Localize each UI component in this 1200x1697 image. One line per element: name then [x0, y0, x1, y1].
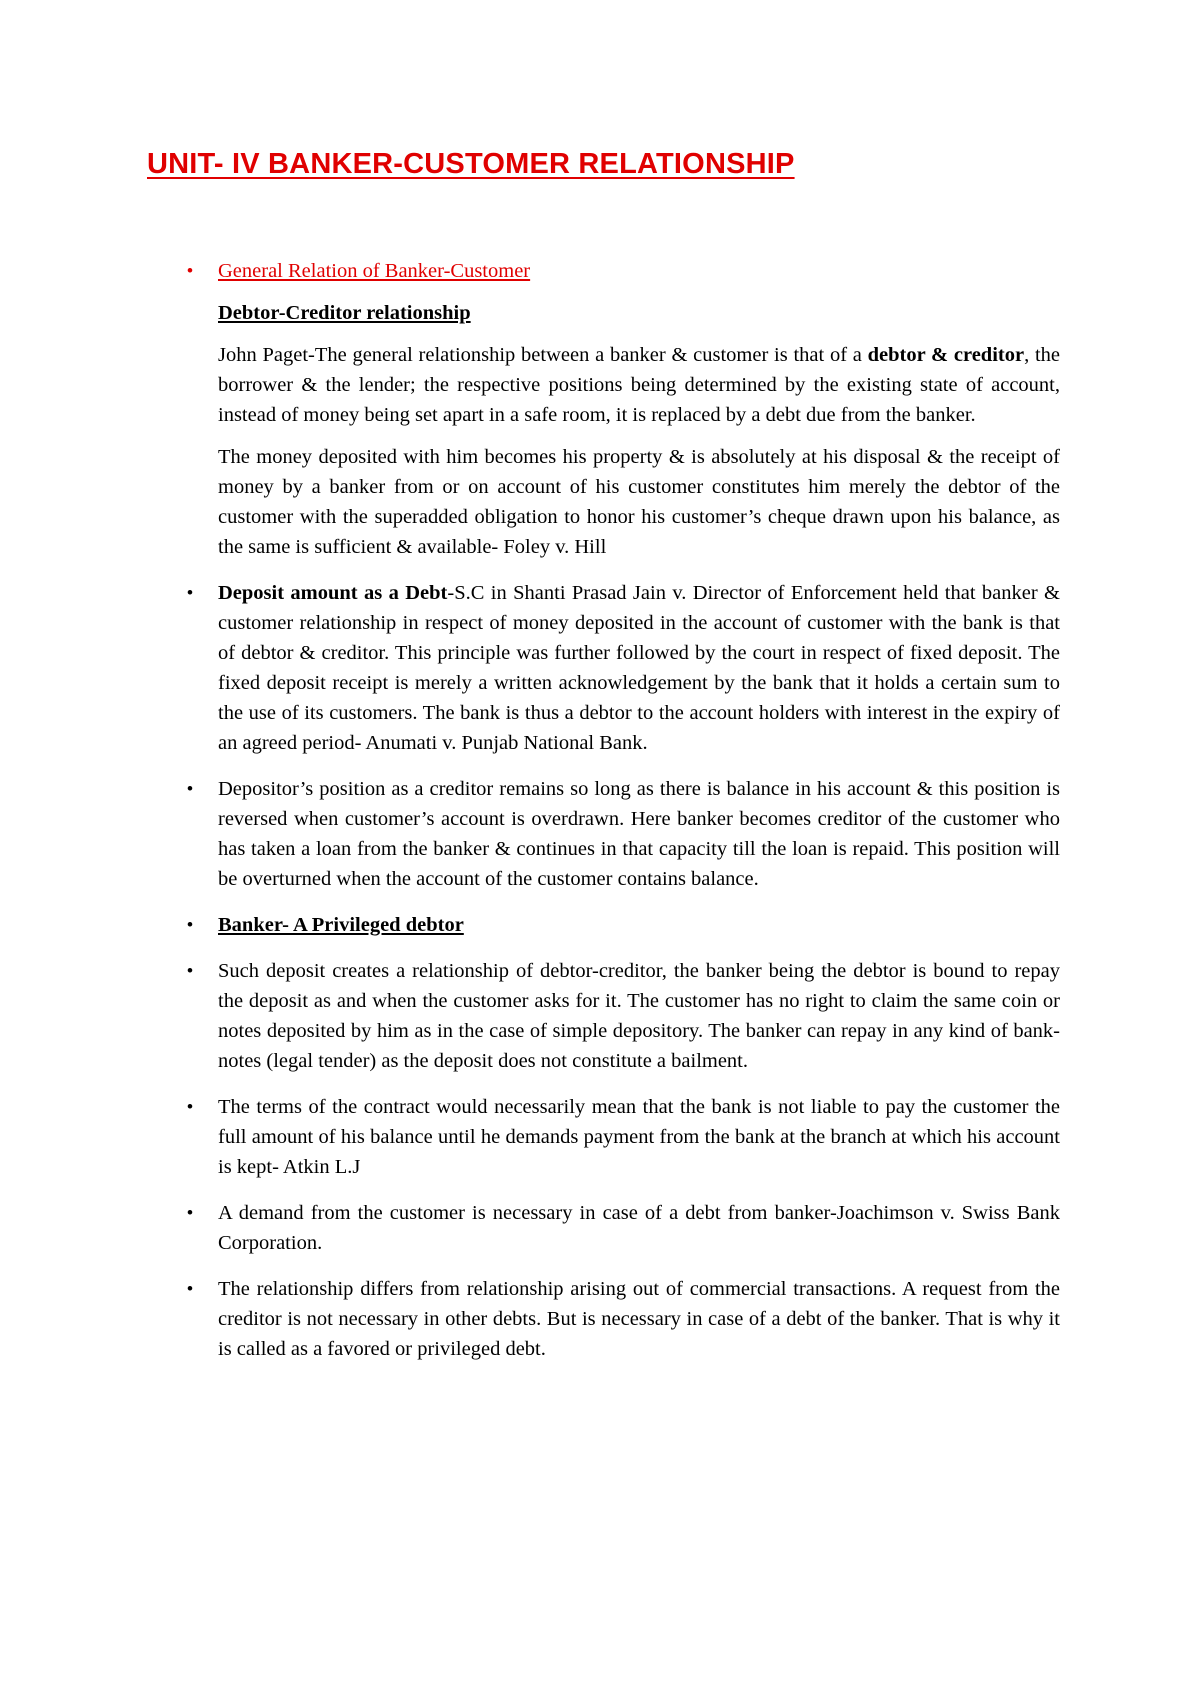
list-item [218, 578, 1060, 758]
list-item [218, 256, 1060, 562]
list-item [218, 910, 1060, 940]
section-heading: • General Relation of Banker-Customer [218, 260, 531, 282]
subsection-heading: Banker- A Privileged debtor [218, 914, 464, 936]
paragraph: • Depositor’s position as a creditor remains so long as there is balance in his account & this position is reversed when customer’s account is overdrawn. Here banker becomes creditor of the customer who has taken a loan from the banker & continues in that capacity till the loan is repaid. This position will be overturned when the account of the customer contains balance. [218, 778, 1060, 890]
list-item [218, 1092, 1060, 1182]
paragraph: • The relationship differs from relationship arising out of commercial transactions. A request from the creditor is not necessary in other debts. But is necessary in case of a debt of the banker. That is why it is called as a favored or privileged debt. [218, 1278, 1060, 1360]
subsection-heading: Debtor-Creditor relationship [218, 302, 471, 324]
paragraph: John Paget-The general relationship between a banker & customer is that of a debtor & creditor, the borrower & the lender; the respective positions being determined by the existing state of account, instead of money being set apart in a safe room, it is replaced by a debt due from the banker. [218, 344, 1061, 426]
document-body [218, 256, 1060, 1380]
paragraph: • A demand from the customer is necessary in case of a debt from banker-Joachimson v. Swiss Bank Corporation. [218, 1202, 1060, 1254]
paragraph: • Such deposit creates a relationship of debtor-creditor, the banker being the debtor is bound to repay the deposit as and when the customer asks for it. The customer has no right to claim the same coin or notes deposited by him as in the case of simple depository. The banker can repay in any kind of bank-notes (legal tender) as the deposit does not constitute a bailment. [218, 960, 1060, 1072]
paragraph: The money deposited with him becomes his property & is absolutely at his disposal & the receipt of money by a banker from or on account of his customer constitutes him merely the debtor of the customer with the superadded obligation to honor his customer’s cheque drawn upon his balance, as the same is sufficient & available- Foley v. Hill [218, 446, 1060, 558]
paragraph: • The terms of the contract would necessarily mean that the bank is not liable to pay the customer the full amount of his balance until he demands payment from the bank at the branch at which his account is kept- Atkin L.J [218, 1096, 1060, 1178]
list-item [218, 774, 1060, 894]
list-item [218, 1274, 1060, 1364]
paragraph: • Deposit amount as a Debt-S.C in Shanti Prasad Jain v. Director of Enforcement held that banker & customer relationship in respect of money deposited in the account of customer with the bank is that of debtor & creditor. This principle was further followed by the court in respect of fixed deposit. The fixed deposit receipt is merely a written acknowledgement by the bank that it holds a certain sum to the use of its customers. The bank is thus a debtor to the account holders with interest in the expiry of an agreed period- Anumati v. Punjab National Bank. [218, 582, 1060, 754]
page-title: UNIT- IV BANKER-CUSTOMER RELATIONSHIP [147, 148, 795, 180]
list-item [218, 956, 1060, 1076]
list-item [218, 1198, 1060, 1258]
